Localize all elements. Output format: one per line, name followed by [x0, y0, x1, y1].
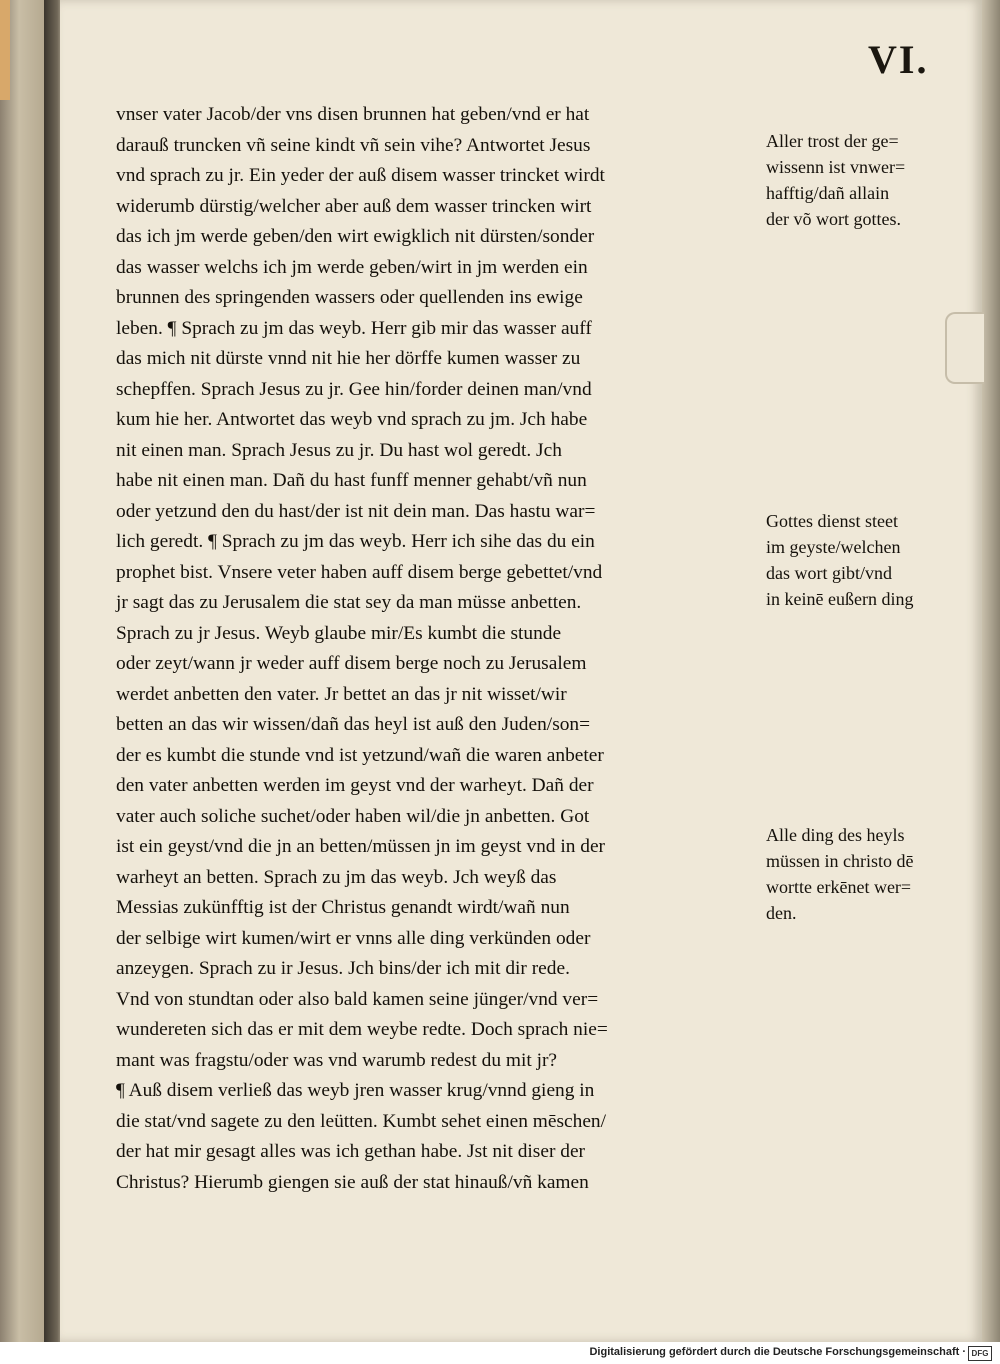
text-line: oder zeyt/wann jr weder auff disem berge noch zu Jerusalem [116, 653, 587, 674]
text-line: Vnd von stundtan oder also bald kamen seine jünger/vnd ver= [116, 988, 599, 1010]
gloss-line: wissenn ist vnwer= [766, 157, 906, 177]
gloss-line: müssen in christo dē [766, 851, 914, 871]
left-page-edge [0, 0, 10, 100]
text-line: die stat/vnd sagete zu den leütten. Kumbt sehet einen mēschen/ [116, 1110, 607, 1132]
text-line: vnd sprach zu jr. Ein yeder der auß disem wasser trincket wirdt [116, 165, 605, 186]
text-line: leben. ¶ Sprach zu jm das weyb. Herr gib mir das wasser auff [116, 317, 592, 339]
left-page-fragment [0, 0, 48, 1342]
text-line: das wasser welchs ich jm werde geben/wirt in jm werden ein [116, 256, 588, 278]
digitization-footer [0, 1342, 1000, 1364]
text-line: Sprach zu jr Jesus. Weyb glaube mir/Es kumbt die stunde [116, 622, 562, 644]
page-edge-stack [982, 0, 1000, 1342]
gloss-line: in keinē eußern ding [766, 589, 914, 609]
gloss-line: Alle ding des heyls [766, 825, 905, 845]
text-line: wundereten sich das er mit dem weybe redte. Doch sprach nie= [116, 1019, 608, 1040]
marginal-gloss-3 [766, 822, 971, 926]
footer-credit: Digitalisierung gefördert durch die Deutsche Forschungsgemeinschaft · [589, 1346, 966, 1358]
text-line: widerumb dürstig/welcher aber auß dem wasser trincken wirt [116, 195, 592, 217]
text-line: warheyt an betten. Sprach zu jm das weyb. Jch weyß das [116, 866, 557, 888]
text-line: betten an das wir wissen/dañ das heyl ist auß den Juden/son= [116, 714, 591, 735]
gloss-line: wortte erkēnet wer= [766, 877, 912, 897]
text-line: das ich jm werde geben/den wirt ewigklich nit dürsten/sonder [116, 226, 595, 247]
text-line: das mich nit dürste vnnd nit hie her dörffe kumen wasser zu [116, 348, 581, 369]
text-line: habe nit einen man. Dañ du hast funff menner gehabt/vñ nun [116, 470, 587, 491]
dfg-logo: DFG [968, 1346, 992, 1361]
text-line: anzeygen. Sprach zu ir Jesus. Jch bins/der ich mit dir rede. [116, 958, 570, 979]
gloss-line: das wort gibt/vnd [766, 563, 892, 583]
text-line: werdet anbetten den vater. Jr bettet an das jr nit wisset/wir [116, 683, 567, 705]
text-line: ist ein geyst/vnd die jn an betten/müssen jn im geyst vnd in der [116, 836, 606, 857]
gloss-line: Aller trost der ge= [766, 131, 899, 151]
text-line: vnser vater Jacob/der vns disen brunnen hat geben/vnd er hat [116, 104, 590, 125]
text-line: jr sagt das zu Jerusalem die stat sey da man müsse anbetten. [116, 592, 582, 613]
gloss-line: der võ wort gottes. [766, 209, 901, 229]
marginal-gloss-2 [766, 508, 971, 612]
text-line: kum hie her. Antwortet das weyb vnd sprach zu jm. Jch habe [116, 409, 588, 430]
marginal-gloss-1 [766, 128, 971, 232]
text-line: darauß truncken vñ seine kindt vñ sein vihe? Antwortet Jesus [116, 134, 591, 156]
text-line: lich geredt. ¶ Sprach zu jm das weyb. Herr ich sihe das du ein [116, 531, 595, 552]
main-text-block [116, 100, 756, 1198]
text-line: schepffen. Sprach Jesus zu jr. Gee hin/forder deinen man/vnd [116, 378, 592, 400]
gloss-line: Gottes dienst steet [766, 511, 898, 531]
text-line: den vater anbetten werden im geyst vnd der warheyt. Dañ der [116, 775, 594, 796]
folio-number: VI. [868, 37, 929, 82]
text-line: Messias zukünfftig ist der Christus genandt wirdt/wañ nun [116, 897, 570, 918]
text-line: vater auch soliche suchet/oder haben wil/die jn anbetten. Got [116, 805, 590, 827]
text-line: Christus? Hierumb giengen sie auß der stat hinauß/vñ kamen [116, 1171, 589, 1193]
text-line: der selbige wirt kumen/wirt er vnns alle ding verkünden oder [116, 927, 591, 949]
text-line: prophet bist. Vnsere veter haben auff disem berge gebettet/vnd [116, 561, 603, 583]
text-line: der hat mir gesagt alles was ich gethan habe. Jst nit diser der [116, 1141, 586, 1162]
gloss-line: hafftig/dañ allain [766, 183, 890, 203]
text-line: der es kumbt die stunde vnd ist yetzund/wañ die waren anbeter [116, 744, 604, 766]
gloss-line: im geyste/welchen [766, 537, 901, 557]
text-line: ¶ Auß disem verließ das weyb jren wasser krug/vnnd gieng in [116, 1080, 595, 1101]
page-tab-mark [945, 312, 984, 384]
text-line: nit einen man. Sprach Jesus zu jr. Du hast wol geredt. Jch [116, 439, 562, 461]
text-line: oder yetzund den du hast/der ist nit dein man. Das hastu war= [116, 500, 596, 522]
text-line: brunnen des springenden wassers oder quellenden ins ewige [116, 287, 583, 308]
text-line: mant was fragstu/oder was vnd warumb redest du mit jr? [116, 1049, 558, 1071]
gloss-line: den. [766, 903, 797, 923]
